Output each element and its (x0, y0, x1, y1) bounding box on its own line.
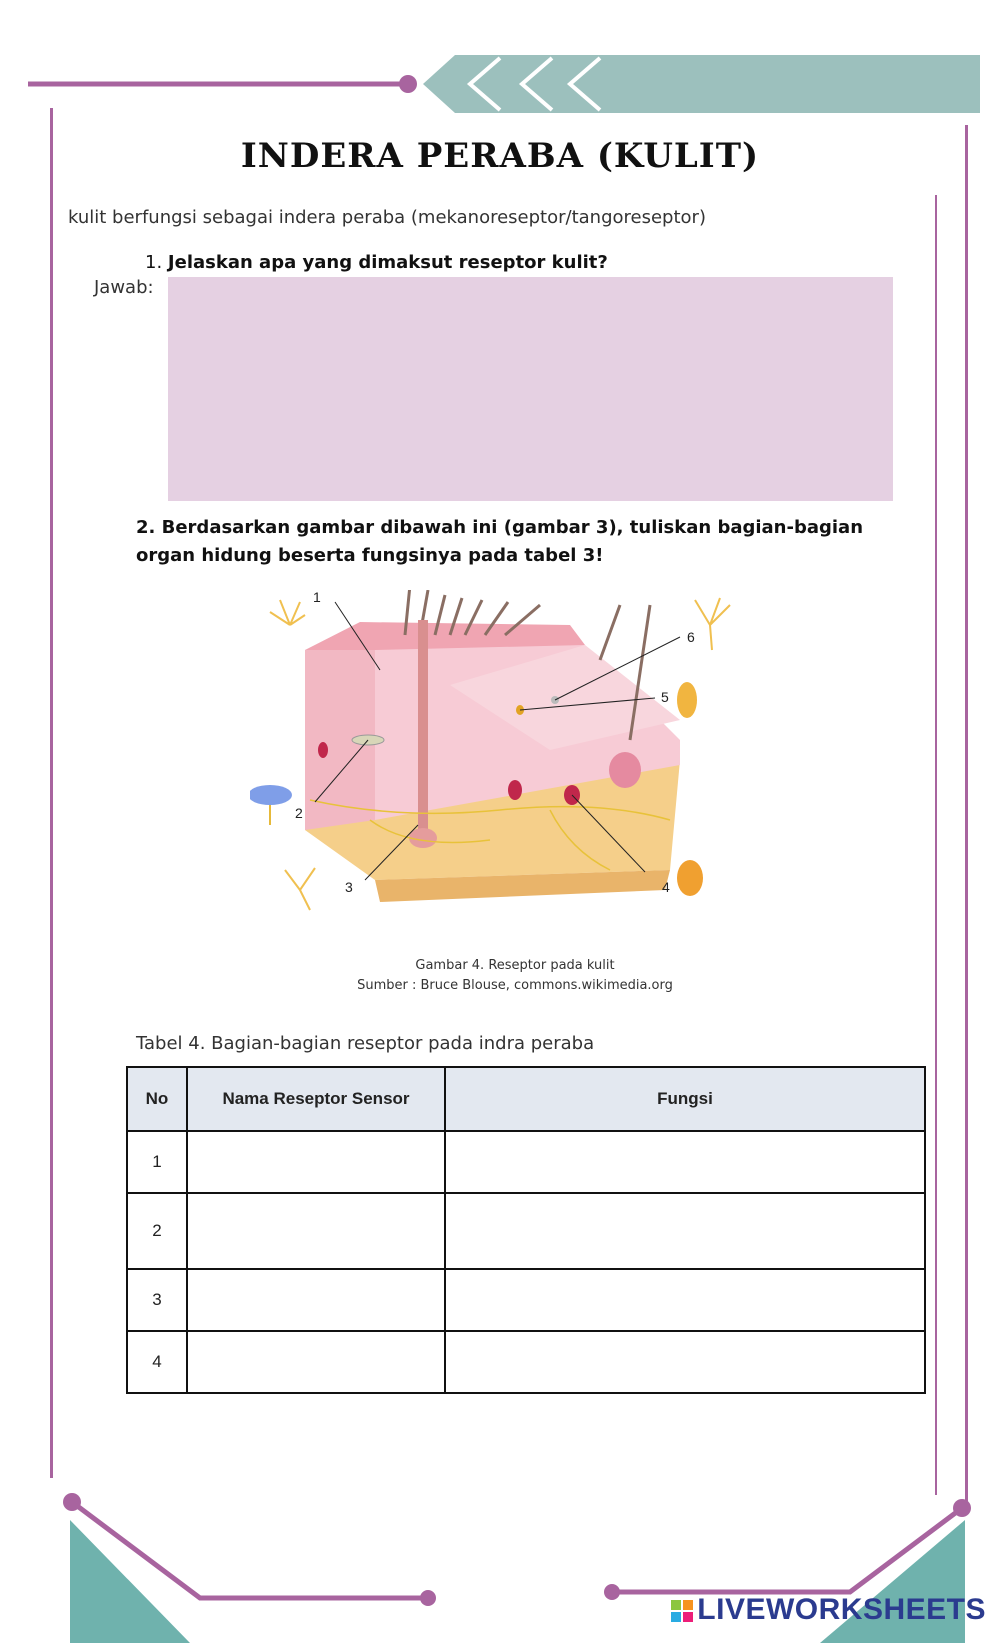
answer-input-box[interactable] (168, 277, 893, 501)
left-frame-line (50, 108, 53, 1478)
column-header-fungsi: Fungsi (445, 1067, 925, 1131)
column-header-nama: Nama Reseptor Sensor (187, 1067, 445, 1131)
figure-caption: Gambar 4. Reseptor pada kulit (415, 958, 615, 973)
nama-cell[interactable] (187, 1331, 445, 1393)
row-number: 4 (127, 1331, 187, 1393)
page-title: INDERA PERABA (KULIT) (240, 136, 760, 176)
figure-source: Sumber : Bruce Blouse, commons.wikimedia.org (357, 978, 673, 993)
skin-receptor-figure (250, 590, 770, 950)
figure-label-5: 5 (661, 689, 669, 705)
figure-label-2: 2 (295, 805, 303, 821)
table-row (127, 1131, 925, 1193)
question-1 (145, 252, 608, 273)
table-header-row (127, 1067, 925, 1131)
nama-cell[interactable] (187, 1193, 445, 1269)
right-inner-frame-line (935, 195, 937, 1495)
question-1-number: 1. (145, 252, 163, 273)
nama-cell[interactable] (187, 1269, 445, 1331)
nama-cell[interactable] (187, 1131, 445, 1193)
fungsi-cell[interactable] (445, 1193, 925, 1269)
table-row (127, 1331, 925, 1393)
right-frame-line (965, 125, 968, 1510)
row-number: 1 (127, 1131, 187, 1193)
receptor-table (126, 1066, 926, 1394)
top-decoration (0, 0, 1000, 130)
table-caption: Tabel 4. Bagian-bagian reseptor pada indra peraba (136, 1033, 595, 1054)
fungsi-cell[interactable] (445, 1269, 925, 1331)
row-number: 2 (127, 1193, 187, 1269)
figure-label-4: 4 (662, 879, 670, 895)
liveworksheets-logo (671, 1593, 986, 1627)
liveworksheets-logo-text: LIVEWORKSHEETS (697, 1593, 986, 1626)
figure-label-3: 3 (345, 879, 353, 895)
row-number: 3 (127, 1269, 187, 1331)
fungsi-cell[interactable] (445, 1131, 925, 1193)
figure-label-1: 1 (313, 590, 321, 605)
fungsi-cell[interactable] (445, 1331, 925, 1393)
figure-label-6: 6 (687, 629, 695, 645)
question-1-text: Jelaskan apa yang dimaksut reseptor kulit? (167, 252, 608, 273)
question-2: 2. Berdasarkan gambar dibawah ini (gambar 3), tuliskan bagian-bagian organ hidung beserta fungsinya pada tabel 3! (136, 517, 864, 566)
table-row (127, 1269, 925, 1331)
answer-label: Jawab: (94, 277, 154, 298)
column-header-no: No (127, 1067, 187, 1131)
table-row (127, 1193, 925, 1269)
liveworksheets-icon (671, 1600, 693, 1622)
intro-text: kulit berfungsi sebagai indera peraba (mekanoreseptor/tangoreseptor) (68, 207, 706, 228)
